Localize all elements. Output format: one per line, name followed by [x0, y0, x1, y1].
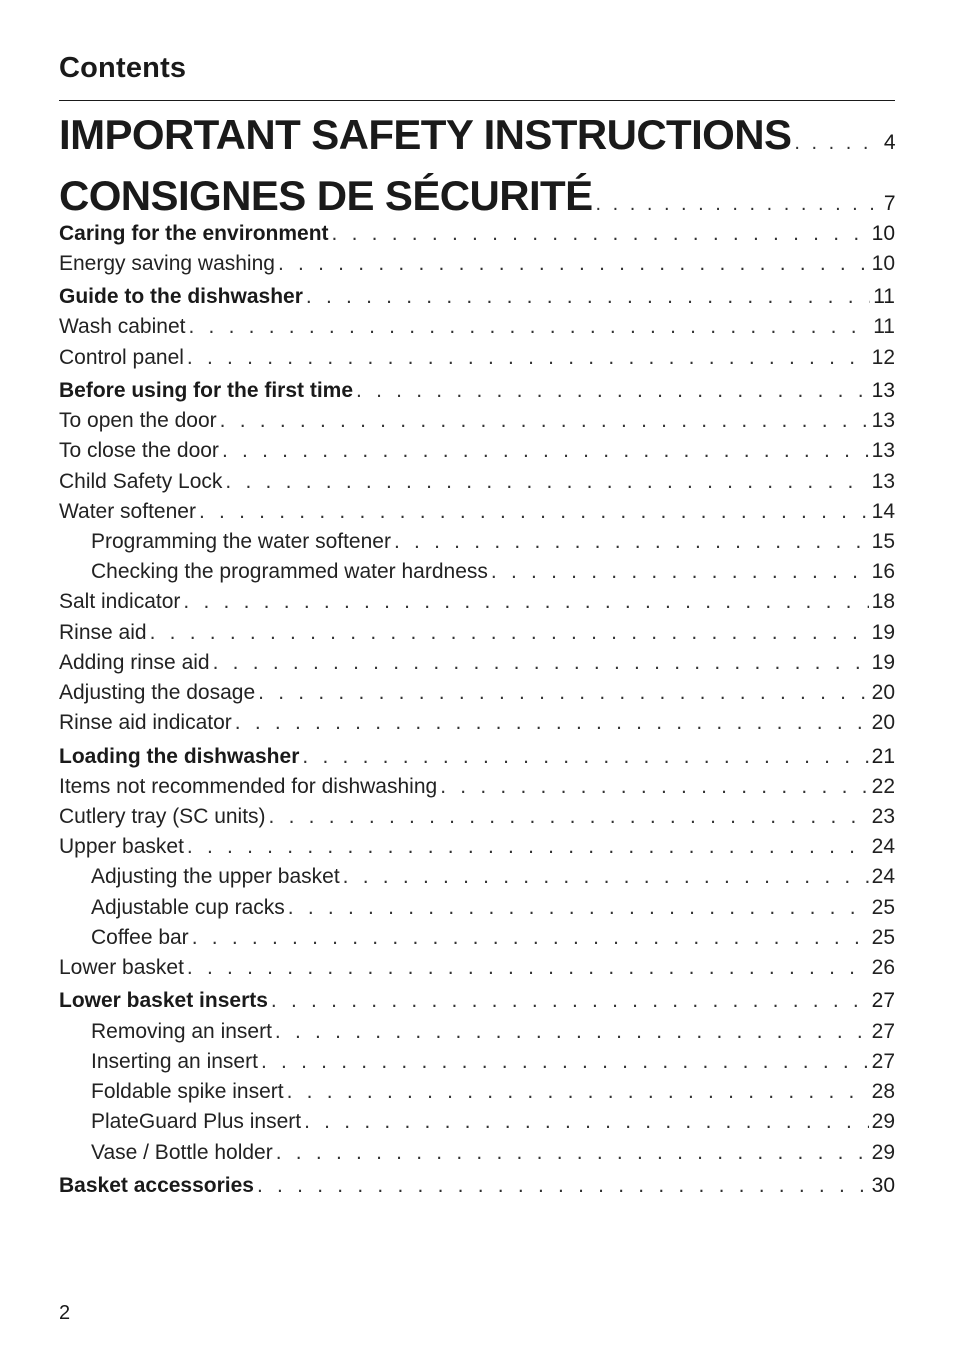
dot-leader: [440, 775, 868, 799]
toc-entry: [59, 989, 895, 1019]
toc-entry-page-number: 13: [871, 470, 895, 493]
toc-entry: [59, 590, 895, 620]
toc-entry-page-number: 13: [871, 409, 895, 432]
toc-entry-title: Programming the water softener: [91, 530, 391, 553]
toc-entry-page-number: 24: [871, 835, 895, 858]
toc-entry: [59, 621, 895, 651]
toc-entry-title: Upper basket: [59, 835, 184, 858]
toc-entry-page-number: 20: [871, 681, 895, 704]
toc-entry-page-number: 19: [871, 651, 895, 674]
toc-entry-title: To open the door: [59, 409, 217, 432]
toc-entry: [59, 681, 895, 711]
toc-entry-page-number: 22: [871, 775, 895, 798]
header-divider: [59, 100, 895, 101]
toc-entry-page-number: 14: [871, 500, 895, 523]
dot-leader: [192, 926, 869, 950]
toc-entry-title: Rinse aid: [59, 621, 147, 644]
toc-entry-title: Water softener: [59, 500, 196, 523]
toc-entry-page-number: 11: [873, 315, 895, 338]
toc-entry-page-number: 29: [871, 1110, 895, 1133]
toc-entry-page-number: 26: [871, 956, 895, 979]
toc-entry: [59, 409, 895, 439]
toc-entry: [59, 470, 895, 500]
toc-entry-page-number: 13: [871, 439, 895, 462]
toc-entry: [59, 745, 895, 775]
dot-leader: [276, 1141, 869, 1165]
toc-entry: [59, 775, 895, 805]
toc-entry: [59, 111, 895, 163]
toc-entry-title: Control panel: [59, 346, 184, 369]
toc-entry-page-number: 18: [871, 590, 895, 613]
toc-entry-title: PlateGuard Plus insert: [91, 1110, 302, 1133]
toc-entry: [91, 865, 895, 895]
toc-entry-page-number: 24: [871, 865, 895, 888]
dot-leader: [343, 865, 869, 889]
dot-leader: [288, 896, 869, 920]
toc-entry: [59, 172, 895, 224]
toc-entry: [59, 835, 895, 865]
toc-entry: [91, 530, 895, 560]
toc-entry: [59, 805, 895, 835]
toc-entry: [59, 222, 895, 252]
dot-leader: [258, 681, 868, 705]
toc-entry-page-number: 27: [871, 1050, 895, 1073]
toc-entry: [59, 651, 895, 681]
dot-leader: [394, 530, 869, 554]
toc-entry: [59, 1174, 895, 1204]
dot-leader: [150, 621, 869, 645]
toc-entry-title: Caring for the environment: [59, 222, 329, 245]
dot-leader: [188, 315, 870, 339]
dot-leader: [356, 379, 869, 403]
dot-leader: [220, 409, 869, 433]
toc-entry-page-number: 23: [871, 805, 895, 828]
toc-entry: [59, 500, 895, 530]
toc-entry: [59, 252, 895, 282]
toc-entry-title: Child Safety Lock: [59, 470, 223, 493]
page-title: Contents: [59, 52, 187, 84]
toc-entry-title: Wash cabinet: [59, 315, 186, 338]
page-number: 2: [59, 1302, 71, 1324]
toc-entry-title: Lower basket inserts: [59, 989, 268, 1012]
toc-entry-title: Guide to the dishwasher: [59, 285, 303, 308]
dot-leader: [306, 285, 870, 309]
toc-entry-page-number: 27: [871, 1020, 895, 1043]
dot-leader: [257, 1174, 869, 1198]
toc-entry-title: Cutlery tray (SC units): [59, 805, 266, 828]
toc-entry-title: Salt indicator: [59, 590, 181, 613]
toc-entry: [59, 439, 895, 469]
toc-entry: [91, 896, 895, 926]
toc-entry-page-number: 7: [883, 192, 895, 215]
toc-entry: [59, 711, 895, 741]
toc-entry-title: Basket accessories: [59, 1174, 254, 1197]
dot-leader: [275, 1020, 869, 1044]
dot-leader: [304, 1110, 869, 1134]
toc-entry-page-number: 29: [871, 1141, 895, 1164]
dot-leader: [213, 651, 869, 675]
toc-entry-page-number: 25: [871, 896, 895, 919]
toc-entry-title: Adding rinse aid: [59, 651, 210, 674]
toc-entry-title: Lower basket: [59, 956, 184, 979]
toc-entry-title: Checking the programmed water hardness: [91, 560, 488, 583]
toc-entry-title: CONSIGNES DE SÉCURITÉ: [59, 172, 593, 219]
dot-leader: [183, 590, 868, 614]
toc-entry: [91, 926, 895, 956]
toc-entry-title: To close the door: [59, 439, 219, 462]
dot-leader: [235, 711, 869, 735]
dot-leader: [278, 252, 869, 276]
toc-entry-title: Adjusting the upper basket: [91, 865, 340, 888]
toc-entry-page-number: 10: [871, 222, 895, 245]
toc-entry-title: Inserting an insert: [91, 1050, 258, 1073]
dot-leader: [595, 193, 880, 216]
toc-entry: [59, 956, 895, 986]
toc-entry-page-number: 15: [871, 530, 895, 553]
toc-entry: [59, 379, 895, 409]
dot-leader: [794, 132, 881, 155]
toc-entry-page-number: 28: [871, 1080, 895, 1103]
dot-leader: [302, 745, 868, 769]
toc-entry-page-number: 12: [871, 346, 895, 369]
dot-leader: [269, 805, 869, 829]
toc-entry-title: Adjusting the dosage: [59, 681, 256, 704]
dot-leader: [287, 1080, 869, 1104]
toc-entry-page-number: 13: [871, 379, 895, 402]
toc-entry: [91, 1080, 895, 1110]
dot-leader: [187, 346, 869, 370]
toc-entry-title: Loading the dishwasher: [59, 745, 300, 768]
dot-leader: [261, 1050, 869, 1074]
dot-leader: [222, 439, 869, 463]
dot-leader: [199, 500, 869, 524]
toc-entry-page-number: 20: [871, 711, 895, 734]
toc-entry-title: IMPORTANT SAFETY INSTRUCTIONS: [59, 111, 792, 158]
toc-entry-page-number: 4: [883, 131, 895, 154]
toc-entry-page-number: 19: [871, 621, 895, 644]
toc-entry-title: Removing an insert: [91, 1020, 272, 1043]
toc-entry: [91, 1050, 895, 1080]
toc-entry-title: Energy saving washing: [59, 252, 275, 275]
toc-entry-page-number: 25: [871, 926, 895, 949]
toc-entry-title: Foldable spike insert: [91, 1080, 284, 1103]
toc-entry: [59, 346, 895, 376]
toc-entry-title: Items not recommended for dishwashing: [59, 775, 438, 798]
toc-entry-title: Rinse aid indicator: [59, 711, 232, 734]
dot-leader: [187, 956, 869, 980]
dot-leader: [225, 470, 868, 494]
toc-entry-page-number: 21: [871, 745, 895, 768]
toc-entry-title: Adjustable cup racks: [91, 896, 285, 919]
toc-entry-title: Coffee bar: [91, 926, 189, 949]
toc-entry: [91, 1141, 895, 1171]
toc-entry-title: Vase / Bottle holder: [91, 1141, 273, 1164]
toc-entry-title: Before using for the first time: [59, 379, 354, 402]
toc-entry: [59, 285, 895, 315]
toc-entry-page-number: 11: [873, 285, 895, 308]
dot-leader: [332, 222, 869, 246]
dot-leader: [271, 989, 869, 1013]
toc-entry-page-number: 16: [871, 560, 895, 583]
dot-leader: [491, 560, 869, 584]
toc-entry-page-number: 10: [871, 252, 895, 275]
toc-entry: [91, 1110, 895, 1140]
toc-entry-page-number: 30: [871, 1174, 895, 1197]
toc-entry-page-number: 27: [871, 989, 895, 1012]
toc-entry: [91, 560, 895, 590]
toc-entry: [91, 1020, 895, 1050]
dot-leader: [187, 835, 869, 859]
toc-entry: [59, 315, 895, 345]
